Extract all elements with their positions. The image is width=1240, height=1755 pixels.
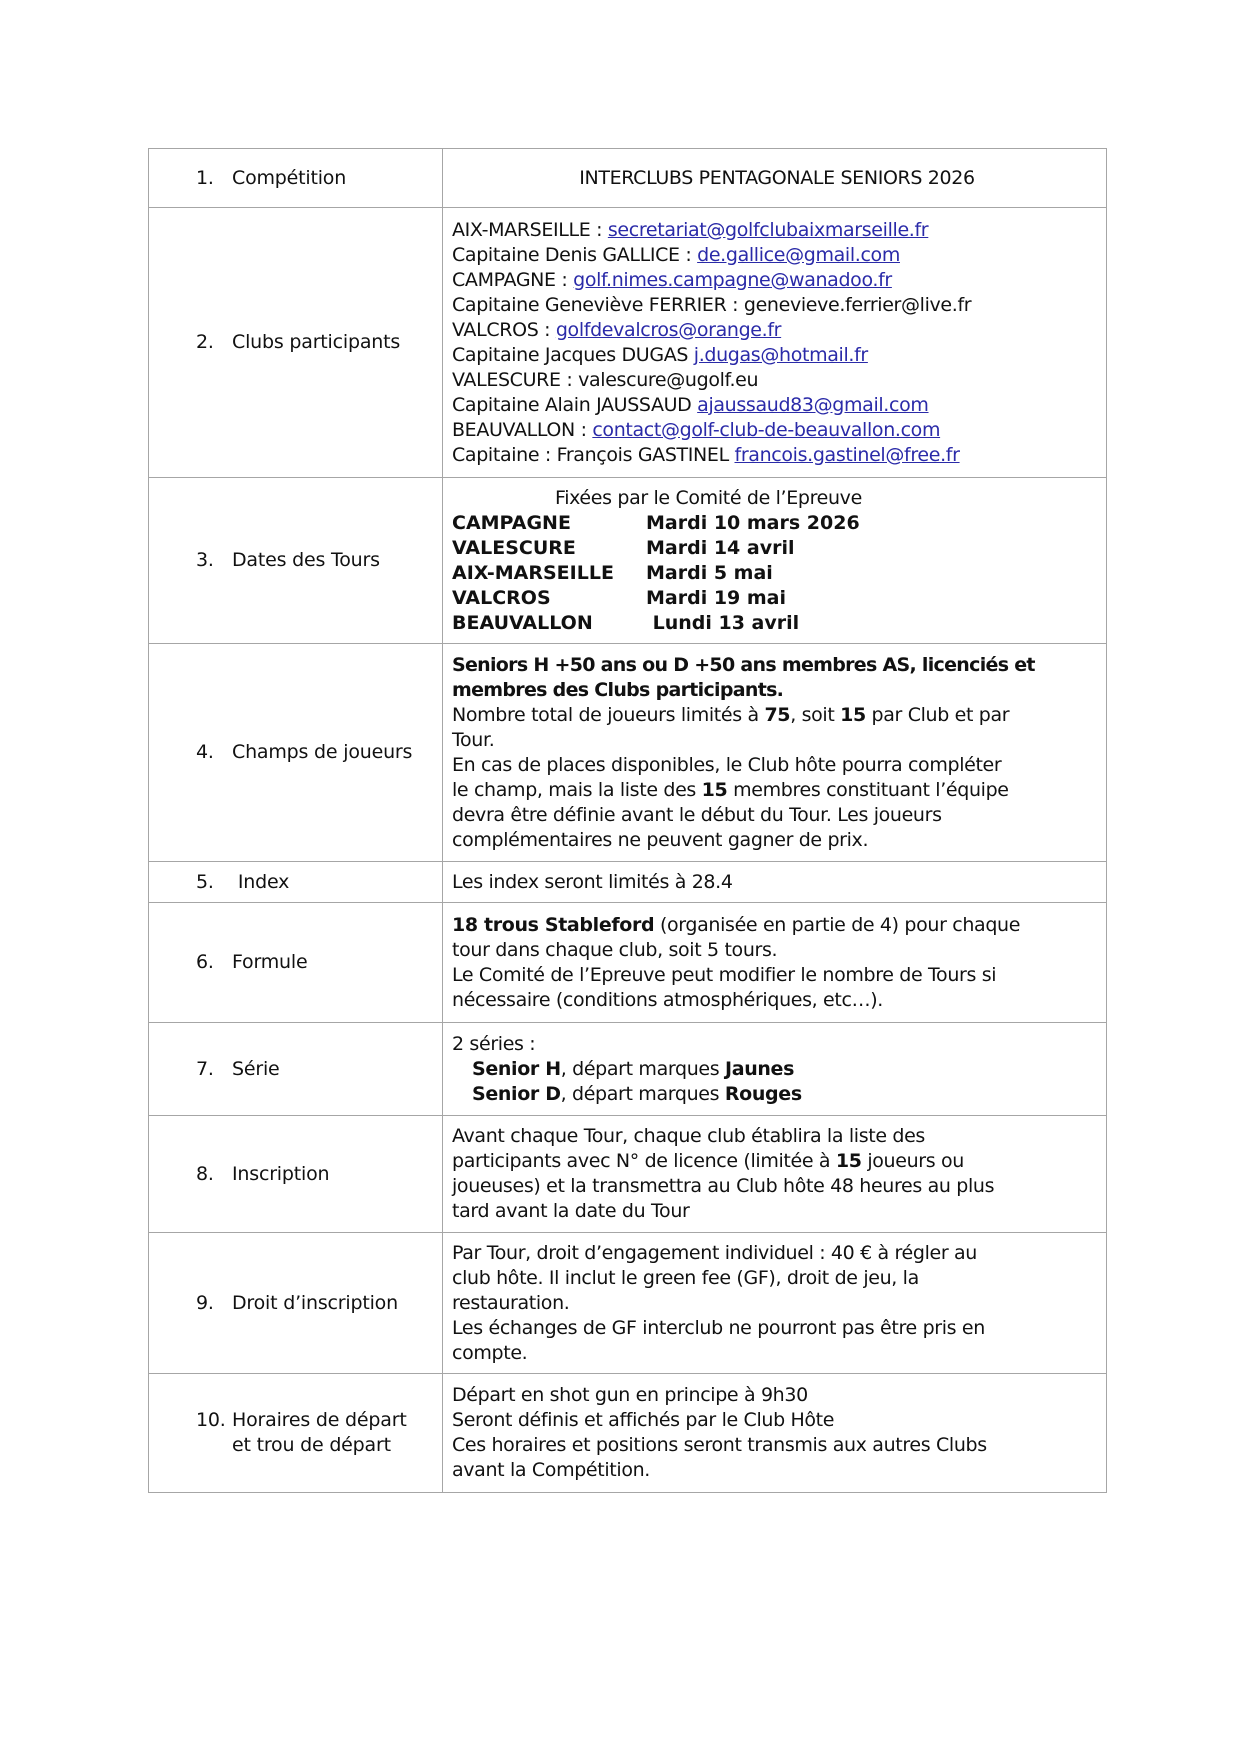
row-label: Droit d’inscription [232, 1291, 398, 1314]
date-club: VALCROS [452, 586, 551, 609]
table-row-serie [149, 1023, 1107, 1116]
row-number: 9. [196, 1291, 214, 1314]
club-contact: Capitaine Geneviève FERRIER : genevieve.ferrier@live.fr [452, 293, 972, 316]
date-club: BEAUVALLON [452, 611, 593, 634]
date-club: VALESCURE [452, 536, 576, 559]
date-value: Mardi 14 avril [646, 536, 795, 559]
row-number: 6. [196, 951, 214, 973]
row-label: Formule [232, 951, 308, 973]
email-link[interactable]: golfdevalcros@orange.fr [555, 318, 782, 341]
value-cell: Départ en shot gun en principe à 9h30 Seront définis et affichés par le Club Hôte Ces horaires et positions seront transmis aux autres Clubs avant la Compétition. [443, 1374, 1107, 1493]
date-club: CAMPAGNE [452, 511, 571, 534]
table-row-clubs [149, 208, 1107, 478]
label-cell [149, 903, 443, 1023]
email-link[interactable]: de.gallice@gmail.com [697, 243, 900, 266]
club-contact: Capitaine : François GASTINEL francois.gastinel@free.fr [452, 443, 960, 466]
label-cell [149, 1023, 443, 1116]
club-contact: Capitaine Jacques DUGAS j.dugas@hotmail.fr [452, 343, 868, 366]
value-cell [443, 478, 1107, 644]
value-cell: Les index seront limités à 28.4 [443, 862, 1107, 903]
row-label: Index [232, 870, 290, 893]
email-link[interactable]: contact@golf-club-de-beauvallon.com [592, 418, 941, 441]
label-cell [149, 149, 443, 208]
row-label: Champs de joueurs [232, 741, 413, 763]
club-contact: AIX-MARSEILLE : secretariat@golfclubaixmarseille.fr [452, 218, 929, 241]
value-cell: Avant chaque Tour, chaque club établira la liste des participants avec N° de licence (limitée à 15 joueurs ou joueuses) et la transmettra au Club hôte 48 heures au plus tard avant la date du Tour [443, 1116, 1107, 1233]
email-text: valescure@ugolf.eu [578, 368, 759, 391]
email-link[interactable]: secretariat@golfclubaixmarseille.fr [607, 218, 929, 241]
value-cell: Seniors H +50 ans ou D +50 ans membres AS, licenciés et membres des Clubs participants. Nombre total de joueurs limités à 75, soit 15 par Club et par Tour. En cas de places disponibles, le Club hôte pourra compléter le champ, mais la liste des 15 membres constituant l’équipe devra être définie avant le début du Tour. Les joueurs complémentaires ne peuvent gagner de prix. [443, 644, 1107, 862]
date-value: Lundi 13 avril [646, 611, 800, 634]
row-number: 2. [196, 331, 214, 353]
club-contact: VALESCURE : valescure@ugolf.eu [452, 368, 759, 391]
club-contact: Capitaine Alain JAUSSAUD ajaussaud83@gmail.com [452, 393, 929, 416]
row-number: 5. [196, 870, 214, 893]
series-item: Senior D, départ marques Rouges [472, 1082, 802, 1105]
series-item: Senior H, départ marques Jaunes [472, 1057, 795, 1080]
email-link[interactable]: francois.gastinel@free.fr [734, 443, 960, 466]
club-contact: BEAUVALLON : contact@golf-club-de-beauvallon.com [452, 418, 941, 441]
label-cell [149, 208, 443, 478]
table-row-competition [149, 149, 1107, 208]
club-contact: Capitaine Denis GALLICE : de.gallice@gmail.com [452, 243, 900, 266]
table-row-dates [149, 478, 1107, 644]
email-link[interactable]: golf.nimes.campagne@wanadoo.fr [573, 268, 892, 291]
club-contact: CAMPAGNE : golf.nimes.campagne@wanadoo.fr [452, 268, 892, 291]
row-number: 4. [196, 741, 214, 763]
row-number: 10. [196, 1409, 226, 1431]
row-label: Compétition [232, 166, 347, 189]
date-value: Mardi 10 mars 2026 [646, 511, 860, 534]
value-cell: 2 séries : Senior H, départ marques Jaunes Senior D, départ marques Rouges [443, 1023, 1107, 1116]
club-contact: VALCROS : golfdevalcros@orange.fr [452, 318, 782, 341]
label-cell [149, 478, 443, 644]
value-cell: Par Tour, droit d’engagement individuel : 40 € à régler au club hôte. Il inclut le green fee (GF), droit de jeu, la restauration. Les échanges de GF interclub ne pourront pas être pris en compte. [443, 1233, 1107, 1374]
table-row-players [149, 644, 1107, 862]
dates-schedule [452, 511, 1102, 636]
table-row-start-times [149, 1374, 1107, 1493]
row-label: Inscription [232, 1162, 330, 1185]
email-link[interactable]: j.dugas@hotmail.fr [693, 343, 868, 366]
row-number: 1. [196, 166, 214, 189]
date-value: Mardi 5 mai [646, 561, 773, 584]
row-number: 7. [196, 1057, 214, 1080]
row-number: 3. [196, 549, 214, 571]
table-row-index [149, 862, 1107, 903]
label-cell [149, 1374, 443, 1493]
competition-title: INTERCLUBS PENTAGONALE SENIORS 2026 [579, 166, 975, 189]
row-label: Dates des Tours [232, 549, 380, 571]
dates-heading: Fixées par le Comité de l’Epreuve [555, 486, 862, 509]
table-row-fees [149, 1233, 1107, 1374]
row-label: Horaires de départ [232, 1409, 407, 1431]
email-text: genevieve.ferrier@live.fr [743, 293, 972, 316]
row-label-continued: et trou de départ [232, 1434, 391, 1456]
competition-rules-table [148, 148, 1107, 1493]
date-value: Mardi 19 mai [646, 586, 787, 609]
date-club: AIX-MARSEILLE [452, 561, 614, 584]
label-cell [149, 644, 443, 862]
table-row-inscription [149, 1116, 1107, 1233]
row-label: Série [232, 1057, 280, 1080]
label-cell [149, 1233, 443, 1374]
value-cell [443, 149, 1107, 208]
row-label: Clubs participants [232, 331, 401, 353]
label-cell [149, 862, 443, 903]
table-row-formule [149, 903, 1107, 1023]
email-link[interactable]: ajaussaud83@gmail.com [697, 393, 929, 416]
label-cell [149, 1116, 443, 1233]
value-cell: 18 trous Stableford (organisée en partie de 4) pour chaque tour dans chaque club, soit 5 tours. Le Comité de l’Epreuve peut modifier le nombre de Tours si nécessaire (conditions atmosphériques, etc…). [443, 903, 1107, 1023]
value-cell [443, 208, 1107, 478]
row-number: 8. [196, 1162, 214, 1185]
